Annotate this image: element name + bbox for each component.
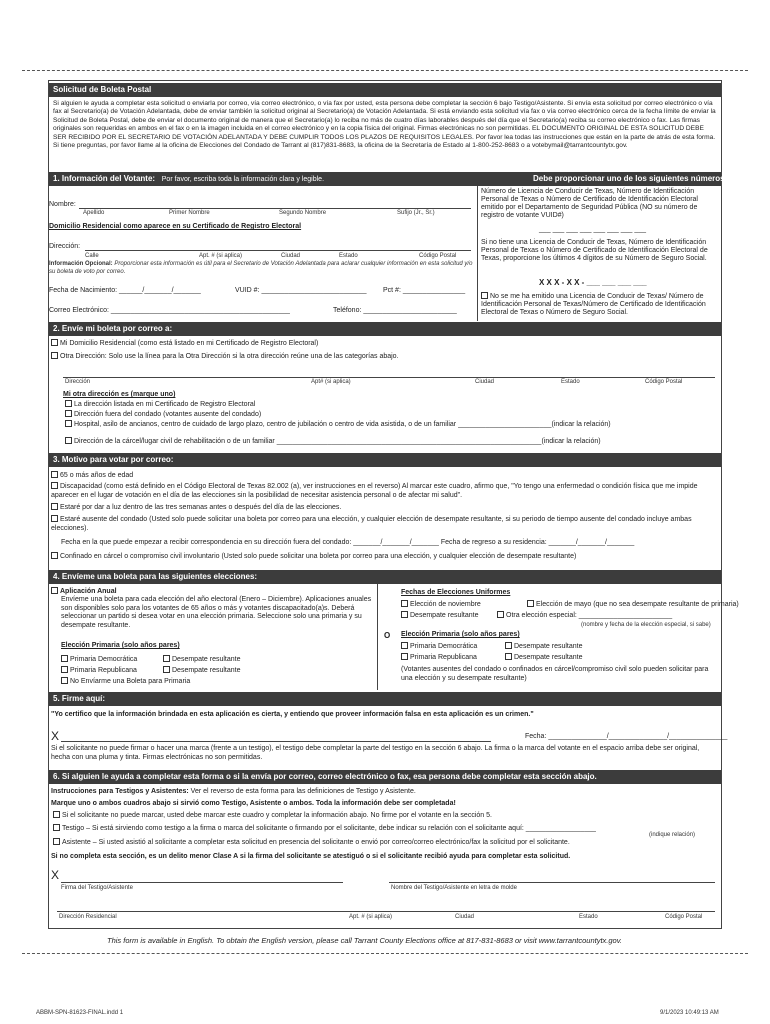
- s2-otra-checkbox[interactable]: [51, 352, 58, 359]
- s6-nombre-label: Nombre del Testigo/Asistente en letra de molde: [391, 885, 517, 891]
- s4-mayo-checkbox[interactable]: [527, 600, 534, 607]
- s4-or: O: [384, 631, 391, 640]
- s3-r5-label: Confinado en cárcel o compromiso civil involuntario (Usted solo puede solicitar una boleta por correo para una elección, y cualquier elección de desempate resultante): [60, 553, 577, 560]
- s2-m3-label: Hospital, asilo de ancianos, centro de cuidado de largo plazo, centro de jubilación o centro de vida asistida, o de un familiar ________________________(indicar la relación): [74, 421, 611, 428]
- s4-nov-checkbox[interactable]: [401, 600, 408, 607]
- s4-anual-label: Aplicación Anual: [60, 588, 117, 595]
- s2-m1-checkbox[interactable]: [65, 400, 72, 407]
- telefono-field[interactable]: Teléfono: ________________________: [333, 307, 457, 314]
- s3-r1: [51, 471, 133, 479]
- s4-nov-label: Elección de noviembre: [410, 601, 481, 608]
- s6-o1-checkbox[interactable]: [53, 811, 60, 818]
- s2-m4-checkbox[interactable]: [65, 437, 72, 444]
- s4-primaria-right-heading: Elección Primaria (solo años pares): [401, 631, 520, 638]
- s6-instructions: [51, 788, 416, 795]
- s4-confinados: (Votantes ausentes del condado o confinados en cárcel/compromiso civil solo pueden solicitar para una elección y su desempate resultante): [401, 666, 709, 682]
- s5-certification: "Yo certifico que la información brindada en esta aplicación es cierta, y entiendo que proveer información falsa en esta aplicación es un crimen.": [51, 711, 534, 718]
- s4-desemp2: [163, 666, 240, 674]
- s4-desemp4: [505, 642, 582, 650]
- s2-ciudad-label: Ciudad: [475, 379, 495, 385]
- intro-text: Si alguien le ayuda a completar esta solicitud o enviarla por correo, vía correo electrónico, o vía fax por usted, esta persona debe completar la sección 6 bajo Testigo/Asistente. Si envía esta solicitud por correo electrónico o vía fax al Secretario(a) de Votación Adelantada, debe de enviar también la solicitud original al Secretario(a) de Votación Adelantada. Si está enviando esta solicitud vía fax o vía correo electrónico cerca de la fecha límite de enviar la Solicitud de Boleta Postal, debe de enviar el documento original de manera que el Secretario(a) lo reciba no más de cuatro días laborables después del día que el Secretario(a) reciba su correo electrónico o fax. Las firmas originales son requeridas en ambos en el fax o en la imagen incluida en el correo electrónico y en la copia física del original. Firmas electrónicas no son permitidas. EL DOCUMENTO ORIGINAL DE ESTA SOLICITUD DEBE SER RECIBIDO POR EL SECRETARIO DE VOTACIÓN ADELANTADA Y DEBE CUMPLIR TODOS LOS PLAZOS DE REQUISITOS LEGALES. Por favor lea todas las instrucciones que están en la parte de atrás de esta forma. Si tiene preguntas, por favor llame al la oficina de Elecciones del Condado de Tarrant al (817)831-8683, la oficina de la Secretaría de Estado al 1-800-252-8683 o a votebymail@tarrantcountytx.gov.: [53, 100, 716, 150]
- s4-anual-checkbox[interactable]: [51, 587, 58, 594]
- s6-name-field[interactable]: [389, 882, 715, 883]
- s4-desemp1: [163, 655, 240, 663]
- no-id-checkbox[interactable]: [481, 292, 488, 299]
- s4-rep-r-checkbox[interactable]: [401, 653, 408, 660]
- s6-o2-hint: (indique relación): [649, 832, 696, 838]
- s3-r4: [51, 515, 711, 533]
- s3-r3-label: Estaré por dar a luz dentro de las tres semanas antes o después del día de las elecciones.: [60, 504, 342, 511]
- s6-estado-label: Estado: [579, 914, 598, 920]
- codigo-label: Código Postal: [419, 253, 457, 259]
- s4-primaria-left-heading: Elección Primaria (solo años pares): [61, 642, 180, 649]
- s2-motivo-heading: Mi otra dirección es (marque uno): [63, 391, 176, 398]
- s6-o2-label: Testigo – Si está sirviendo como testigo a la firma o marca del solicitante o firmando por el solicitante, debe indicar su relación con el solicitante aquí: __________________: [62, 825, 596, 832]
- s2-apt-label: Apt# (si aplica): [311, 379, 351, 385]
- s6-o1: [53, 811, 492, 819]
- licencia-text: Número de Licencia de Conducir de Texas, Número de Identificación Personal de Texas o Número de Certificado de Identificación Electoral emitido por el Departamento de Seguridad Pública (NO su número de registro de votante VUID#): [481, 188, 698, 219]
- s6-firma-label: Firma del Testigo/Asistente: [61, 885, 133, 891]
- s4-rep-r: [401, 653, 477, 661]
- pct-field[interactable]: Pct #: ________________: [383, 287, 466, 294]
- s4-dem: [61, 655, 137, 663]
- s2-m2-label: Dirección fuera del condado (votantes ausente del condado): [74, 411, 262, 418]
- s2-otra-label: Otra Dirección: Solo use la línea para la Otra Dirección si la otra dirección reúne una de las categorías abajo.: [60, 353, 399, 360]
- english-note: This form is available in English. To obtain the English version, please call Tarrant County Elections office at 817-831-8683 or visit www.tarrantcountytx.gov.: [107, 936, 622, 945]
- s4-mayo-label: Elección de mayo (que no sea desempate resultante de primaria): [536, 601, 739, 608]
- s4-desemp5: [505, 653, 582, 661]
- s4-dem-r-label: Primaria Democrática: [410, 643, 478, 650]
- nombre-label: Nombre:: [49, 201, 76, 208]
- s4-rep: [61, 666, 137, 674]
- opcional-text: [49, 260, 473, 276]
- section-6-title: 6. Si alguien le ayuda a completar esta forma o si la envía por correo, correo electrónico o fax, esa persona debe completar esta sección abajo.: [49, 770, 721, 784]
- s2-codigo-label: Código Postal: [645, 379, 683, 385]
- s2-dir-label: Dirección: [65, 379, 91, 385]
- s2-address-field[interactable]: [63, 377, 715, 378]
- fecha-nacimiento[interactable]: Fecha de Nacimiento: ______/_______/_______: [49, 287, 201, 294]
- s6-codigo-label: Código Postal: [665, 914, 703, 920]
- s2-m2: [65, 410, 261, 418]
- section-1-right-title: Debe proporcionar uno de los siguientes números.: [533, 174, 727, 183]
- s2-m3: [65, 420, 611, 428]
- correo-field[interactable]: Correo Electrónico: ______________________________________________: [49, 307, 290, 314]
- s3-r3: [51, 503, 341, 511]
- s2-m1-label: La dirección listada en mi Certificado de Registro Electoral: [74, 401, 256, 408]
- footer-file: ABBM-SPN-81623-FINAL.indd 1: [36, 1010, 124, 1016]
- section-1-title: 1. Información del Votante:: [53, 174, 156, 183]
- s4-desemp5-checkbox[interactable]: [505, 653, 512, 660]
- s3-r2-checkbox[interactable]: [51, 482, 58, 489]
- s4-uniformes-heading: Fechas de Elecciones Uniformes: [401, 589, 511, 596]
- s5-x-mark: X: [51, 729, 60, 743]
- domicilio-heading: Domicilio Residencial como aparece en su Certificado de Registro Electoral: [49, 223, 302, 230]
- ssn-blanks[interactable]: X X X - X X - ___ ___ ___ ___: [539, 278, 647, 287]
- s6-ciudad-label: Ciudad: [455, 914, 475, 920]
- s4-desemp3-checkbox[interactable]: [401, 611, 408, 618]
- s6-apt-label: Apt. # (si aplica): [349, 914, 393, 920]
- s4-anual: [51, 587, 117, 595]
- s4-none-label: No Envíarme una Boleta para Primaria: [70, 678, 191, 685]
- s4-anual-text: Envíeme una boleta para cada elección del año electoral (Enero – Diciembre). Aplicaciones anuales son disponibles solo para los votantes de 65 años o más y votantes discapacitado(a)s. Deberá seleccionar un partido si desea votar en una elección primaria. Seleccione solo una primaria y su desempate resultante.: [61, 596, 372, 629]
- section-1-subtitle: Por favor, escriba toda la información clara y legible.: [161, 176, 325, 183]
- ssn-text: Si no tiene una Licencia de Conducir de Texas, Número de Identificación Personal de Texas o Número de Certificado de Identificación Electoral de Texas, proporcione los últimos 4 dígitos de su Número de Seguro Social.: [481, 239, 708, 262]
- s2-m3-checkbox[interactable]: [65, 420, 72, 427]
- s4-dem-r: [401, 642, 477, 650]
- s4-otra: [497, 611, 672, 619]
- s3-r2-label: Discapacidad (como está definido en el Código Electoral de Texas 82.002 (a), ver instrucciones en el reverso) Al marcar este cuadro, afirmo que, "Yo tengo una enfermedad o condición física que me impide aparecer en el lugar de votación en el día de las elecciones sin la posibilidad de necesitar asistencia personal o de afectar mi salud".: [51, 483, 698, 499]
- s6-o3-checkbox[interactable]: [53, 838, 60, 845]
- s3-r1-checkbox[interactable]: [51, 471, 58, 478]
- segundo-nombre-label: Segundo Nombre: [279, 210, 327, 216]
- ciudad-label: Ciudad: [281, 253, 301, 259]
- s6-marque: Marque uno o ambos cuadros abajo si sirvió como Testigo, Asistente o ambos. Toda la información debe ser completada!: [51, 800, 456, 807]
- footer-date: 9/1/2023 10:49:13 AM: [660, 1010, 719, 1016]
- opcional-body: Proporcionar esta información es útil para el Secretario de Votación Adelantada para aclarar cualquier información en esta solicitud y/o su boleta de voto por correo.: [49, 261, 473, 275]
- s4-dem-r-checkbox[interactable]: [401, 642, 408, 649]
- nombre-field[interactable]: [79, 208, 471, 209]
- s4-desemp4-label: Desempate resultante: [514, 643, 583, 650]
- s6-o3: [53, 838, 570, 846]
- section-1-divider: [477, 186, 478, 321]
- s2-estado-label: Estado: [561, 379, 580, 385]
- top-cut-line: [22, 70, 748, 71]
- s6-address-field[interactable]: [57, 911, 715, 912]
- s4-rep-checkbox[interactable]: [61, 666, 68, 673]
- direccion-field[interactable]: [85, 250, 471, 251]
- s4-dem-label: Primaria Democrática: [70, 656, 138, 663]
- section-4-title: 4. Envíeme una boleta para las siguientes elecciones:: [49, 570, 721, 584]
- ballot-application-form: [48, 80, 739, 929]
- s2-m1: [65, 400, 255, 408]
- direccion-label: Dirección:: [49, 243, 81, 250]
- no-id-option: [481, 292, 719, 317]
- licencia-blanks[interactable]: ___ ___ ___ ___ ___ ___ ___ ___: [539, 226, 647, 233]
- no-id-label: No se me ha emitido una Licencia de Conducir de Texas/ Número de Identificación Personal de Texas/Número de Certificado de Identificación Electoral de Texas o Número de Seguro Social.: [481, 293, 706, 316]
- s6-o2-checkbox[interactable]: [53, 824, 60, 831]
- s4-otra-label: Otra elección especial: ________________________: [506, 612, 673, 619]
- s5-signature-field[interactable]: [61, 741, 491, 742]
- s4-desemp2-checkbox[interactable]: [163, 666, 170, 673]
- primer-nombre-label: Primer Nombre: [169, 210, 210, 216]
- s3-r3-checkbox[interactable]: [51, 503, 58, 510]
- s3-r5: [51, 552, 576, 560]
- s6-x-mark: X: [51, 868, 60, 882]
- s3-r2: [51, 482, 711, 500]
- s2-m2-checkbox[interactable]: [65, 410, 72, 417]
- s5-fecha[interactable]: Fecha: _______________/_______________/_______________: [525, 733, 728, 740]
- estado-label: Estado: [339, 253, 358, 259]
- s3-fechas[interactable]: Fecha en la que puede empezar a recibir correspondencia en su dirección fuera del condado: _______/_______/_______ Fecha de regreso a su residencia: _______/_______/_______: [61, 539, 635, 546]
- s6-dir-label: Dirección Residencial: [59, 914, 117, 920]
- s4-desemp1-checkbox[interactable]: [163, 655, 170, 662]
- opcional-label: Información Opcional:: [49, 261, 113, 267]
- s4-desemp1-label: Desempate resultante: [172, 656, 241, 663]
- s4-dem-checkbox[interactable]: [61, 655, 68, 662]
- s4-desemp3: [401, 611, 478, 619]
- s6-o3-label: Asistente – Si usted asistió al solicitante a completar esta solicitud en presencia del solicitante o envió por correo/correo electrónico/fax la solicitud por el solicitante.: [62, 839, 570, 846]
- s4-desemp5-label: Desempate resultante: [514, 654, 583, 661]
- section-1-header: [49, 172, 727, 186]
- s2-option-domicilio: [51, 339, 318, 347]
- s5-note: Si el solicitante no puede firmar o hacer una marca (frente a un testigo), el testigo debe completar la parte del testigo en la sección 6 abajo. La firma o la marca del votante en el espacio arriba debe ser original, hecha con una pluma y tinta. Firmas electrónicas no son permitidas.: [51, 745, 700, 761]
- s2-option-otra: [51, 352, 399, 360]
- s2-m4: [65, 437, 601, 445]
- s4-otra-hint: (nombre y fecha de la elección especial, si sabe): [581, 622, 711, 628]
- calle-label: Calle: [85, 253, 99, 259]
- s3-r4-checkbox[interactable]: [51, 515, 58, 522]
- s3-r5-checkbox[interactable]: [51, 552, 58, 559]
- s4-none-checkbox[interactable]: [61, 677, 68, 684]
- apellido-label: Apellido: [83, 210, 105, 216]
- section-3-title: 3. Motivo para votar por correo:: [49, 453, 721, 467]
- s2-domicilio-checkbox[interactable]: [51, 339, 58, 346]
- s4-desemp2-label: Desempate resultante: [172, 667, 241, 674]
- apt-label: Apt. # (si aplica): [199, 253, 243, 259]
- bottom-cut-line: [22, 953, 748, 954]
- s4-none: [61, 677, 190, 685]
- s6-delito: Si no completa esta sección, es un delito menor Clase A si la firma del solicitante se atestiguó o si el solicitante recibió ayuda para completar esta solicitud.: [51, 853, 571, 860]
- s4-otra-checkbox[interactable]: [497, 611, 504, 618]
- vuid-field[interactable]: VUID #: ___________________________: [235, 287, 367, 294]
- s2-domicilio-label: Mi Domicilio Residencial (como está listado en mi Certificado de Registro Electoral): [60, 340, 319, 347]
- s4-mayo: [527, 600, 739, 608]
- s6-o2: [53, 824, 596, 832]
- s6-signature-field[interactable]: [61, 882, 343, 883]
- s4-nov: [401, 600, 481, 608]
- section-4-divider: [377, 584, 378, 690]
- s4-rep-r-label: Primaria Republicana: [410, 654, 477, 661]
- section-5-title: 5. Firme aquí:: [49, 692, 721, 706]
- s4-rep-label: Primaria Republicana: [70, 667, 137, 674]
- section-2-title: 2. Envíe mi boleta por correo a:: [49, 322, 721, 336]
- form-title: Solicitud de Boleta Postal: [49, 83, 721, 97]
- s2-m4-label: Dirección de la cárcel/lugar civil de rehabilitación o de un familiar ____________________________________________________________________(indicar la relación): [74, 438, 601, 445]
- s3-r4-label: Estaré ausente del condado (Usted solo puede solicitar una boleta por correo para una elección, y cualquier elección de desempate resultante, si su periodo de tiempo ausente del condado incluye ambas elecciones).: [51, 516, 692, 532]
- s6-instructions-body: Ver el reverso de esta forma para las definiciones de Testigo y Asistente.: [188, 788, 416, 795]
- s6-o1-label: Si el solicitante no puede marcar, usted debe marcar este cuadro y completar la información abajo. No firme por el votante en la sección 5.: [62, 812, 492, 819]
- s4-desemp4-checkbox[interactable]: [505, 642, 512, 649]
- s3-r1-label: 65 o más años de edad: [60, 472, 134, 479]
- s6-instructions-label: Instrucciones para Testigos y Asistentes:: [51, 788, 189, 795]
- s4-desemp3-label: Desempate resultante: [410, 612, 479, 619]
- sufijo-label: Sufijo (Jr., Sr.): [397, 210, 435, 216]
